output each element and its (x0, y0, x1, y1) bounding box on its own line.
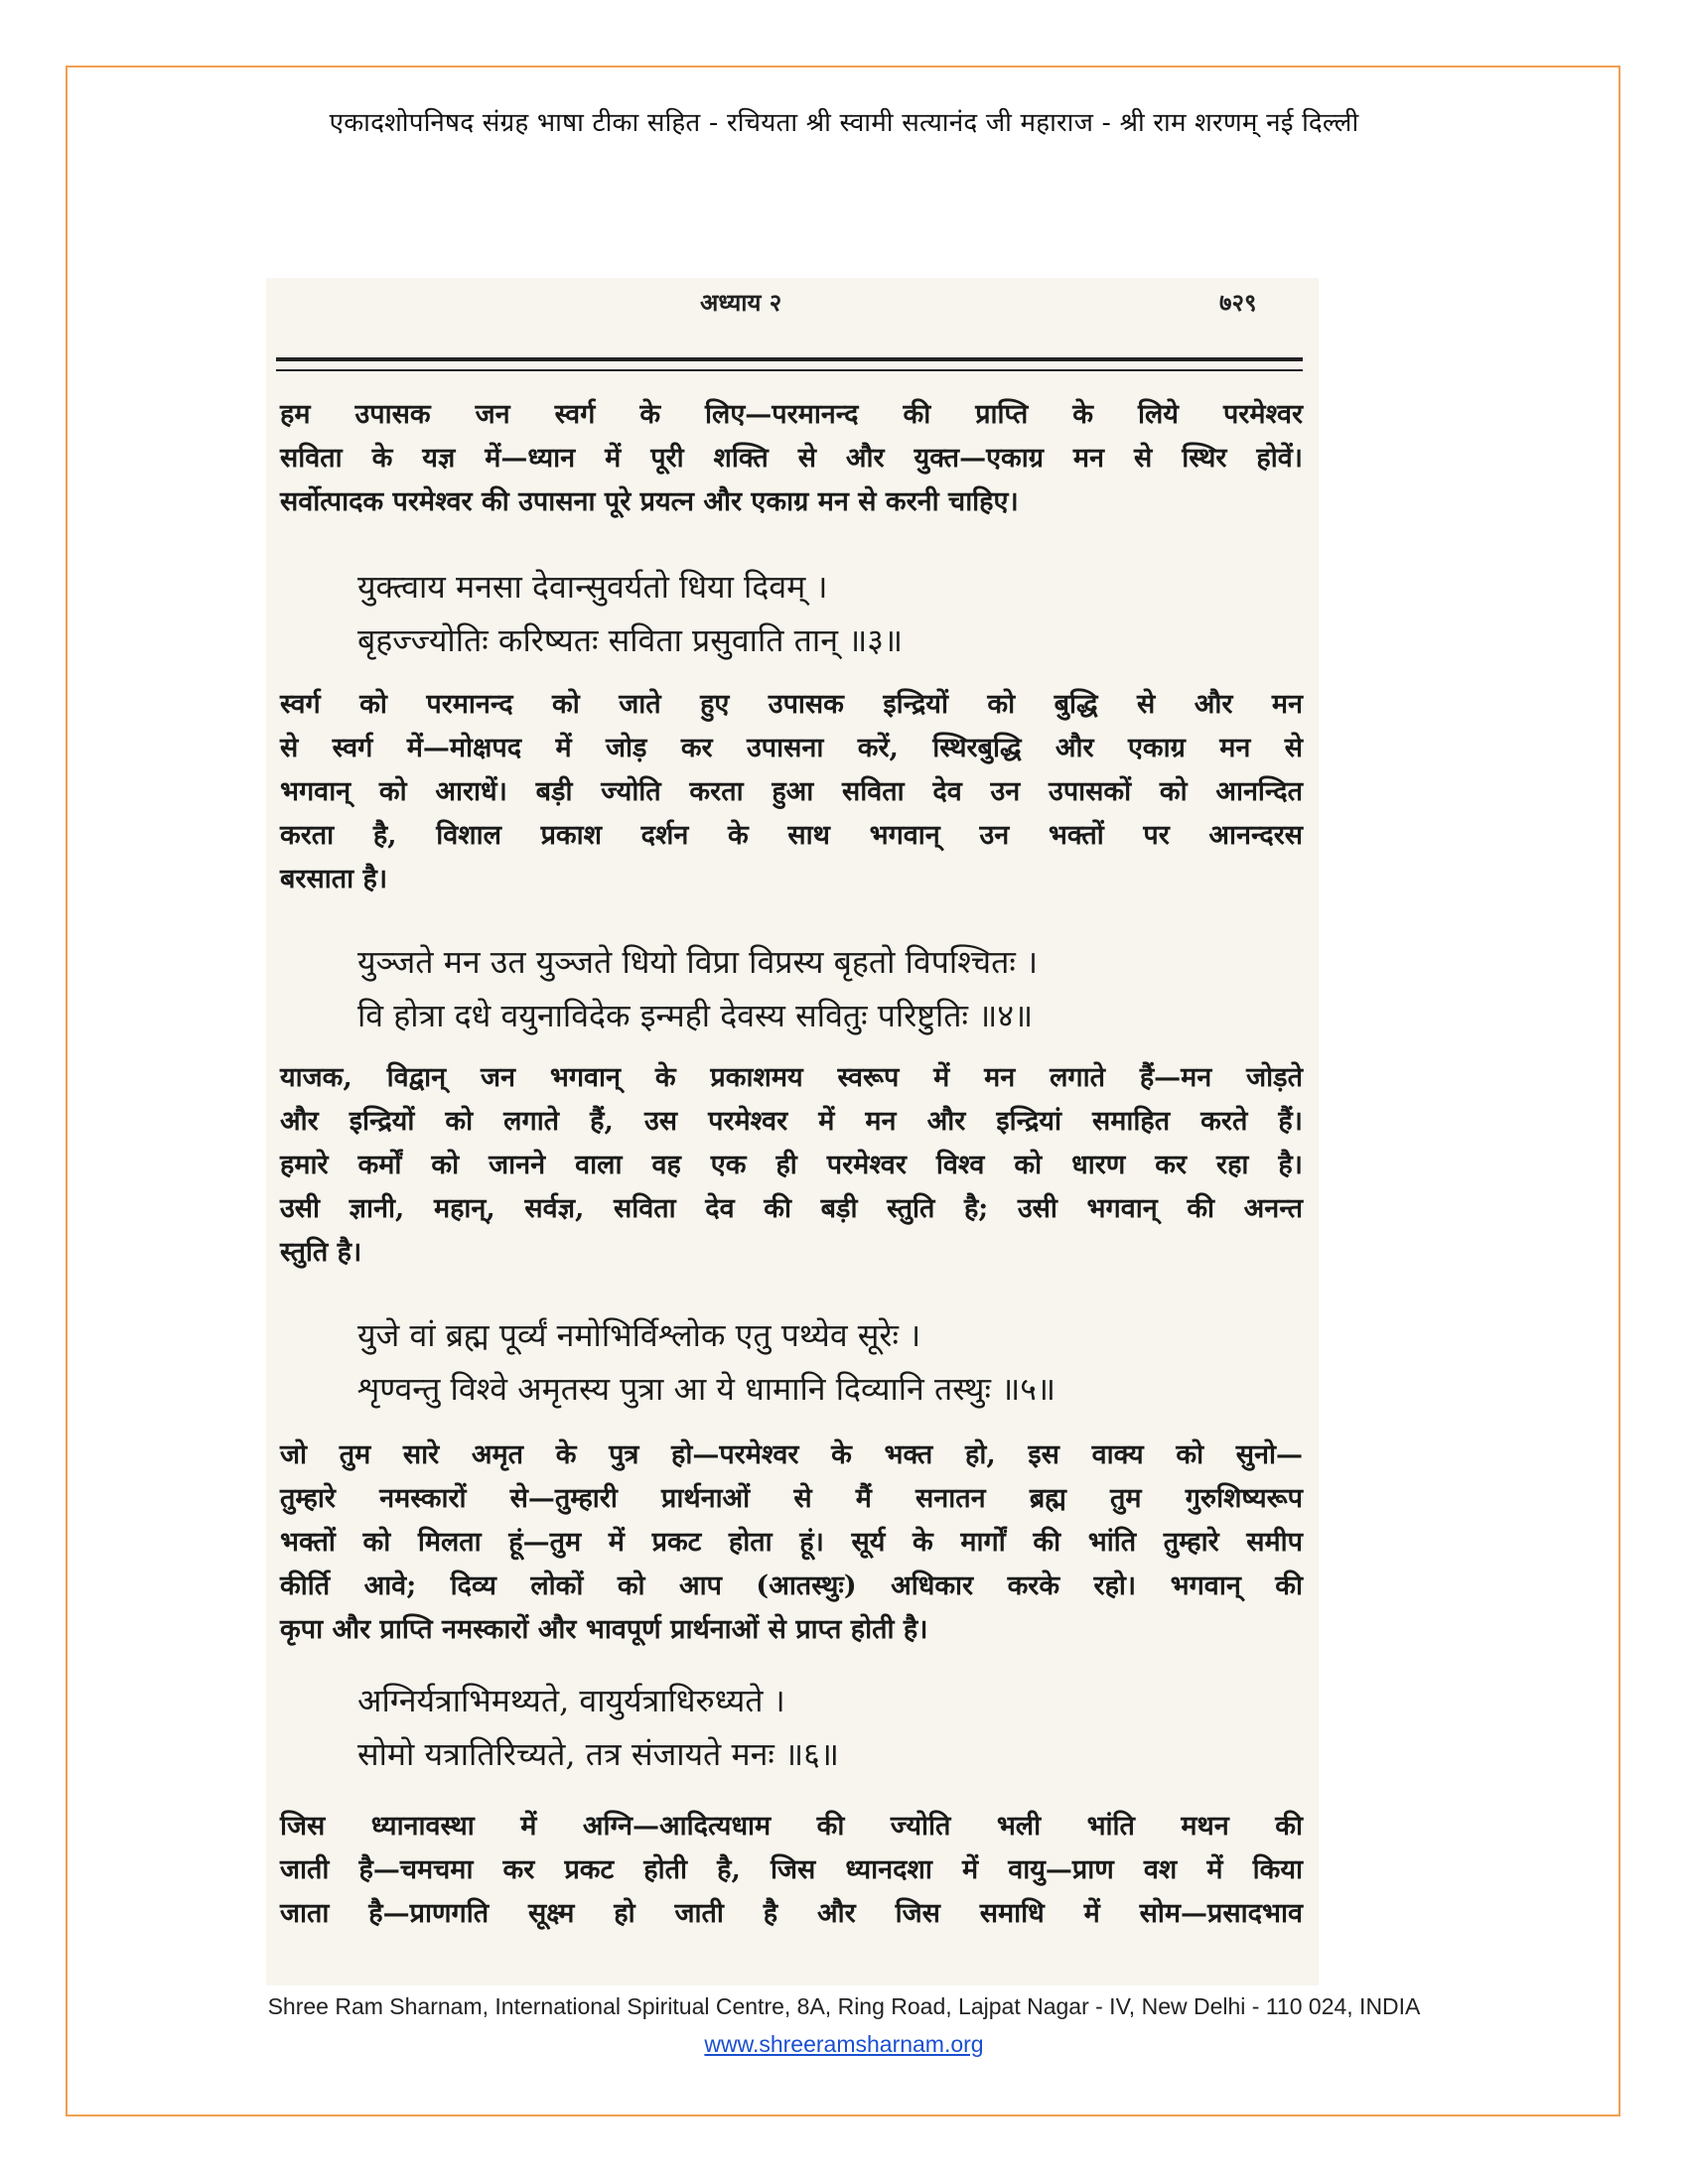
verse-3 (357, 560, 1301, 667)
text-line: जो तुम सारे अमृत के पुत्र हो—परमेश्वर के भक्त हो, इस वाक्य को सुनो— (280, 1439, 1303, 1470)
verse-line: युजे वां ब्रह्म पूर्व्यं नमोभिर्विश्लोक एतु पथ्येव सूरेः । (357, 1316, 921, 1354)
text-line: तुम्हारे नमस्कारों से—तुम्हारी प्रार्थनाओं से मैं सनातन ब्रह्म तुम गुरुशिष्यरूप (280, 1483, 1303, 1514)
text-line: हमारे कर्मों को जानने वाला वह एक ही परमेश्वर विश्व को धारण कर रहा है। (280, 1150, 1303, 1180)
text-line: से स्वर्ग में—मोक्षपद में जोड़ कर उपासना करें, स्थिरबुद्धि और एकाग्र मन से (280, 733, 1303, 763)
commentary-paragraph-3 (280, 1056, 1303, 1275)
text-line: स्तुति है। (280, 1237, 362, 1268)
website-link[interactable]: www.shreeramsharnam.org (704, 2031, 984, 2057)
text-line: कृपा और प्राप्ति नमस्कारों और भावपूर्ण प्रार्थनाओं से प्राप्त होती है। (280, 1614, 928, 1645)
text-line: स्वर्ग को परमानन्द को जाते हुए उपासक इन्द्रियों को बुद्धि से और मन (280, 689, 1303, 720)
text-line: जाती है—चमचमा कर प्रकट होती है, जिस ध्यानदशा में वायु—प्राण वश में किया (280, 1854, 1303, 1885)
verse-line: सोमो यत्रातिरिच्यते, तत्र संजायते मनः ॥६॥ (357, 1735, 839, 1773)
verse-line: वि होत्रा दधे वयुनाविदेक इन्मही देवस्य सवितुः परिष्टुतिः ॥४॥ (357, 997, 1034, 1034)
text-line: भक्तों को मिलता हूं—तुम में प्रकट होता हूं। सूर्य के मार्गों की भांति तुम्हारे समीप (280, 1527, 1303, 1558)
commentary-paragraph-2 (280, 683, 1303, 901)
header-rule-thick (276, 357, 1303, 361)
text-line: सर्वोत्पादक परमेश्वर की उपासना पूरे प्रयत्न और एकाग्र मन से करनी चाहिए। (280, 486, 1019, 517)
page-number: ७२९ (1219, 289, 1257, 317)
text-line: सविता के यज्ञ में—ध्यान में पूरी शक्ति से और युक्त—एकाग्र मन से स्थिर होवें। (280, 443, 1303, 474)
text-line: जाता है—प्राणगति सूक्ष्म हो जाती है और जिस समाधि में सोम—प्रसादभाव (280, 1898, 1303, 1929)
verse-line: युञ्जते मन उत युञ्जते धियो विप्रा विप्रस्य बृहतो विपश्चितः । (357, 943, 1039, 981)
verse-line: अग्निर्यत्राभिमथ्यते, वायुर्यत्राधिरुध्यते । (357, 1682, 785, 1719)
document-header: एकादशोपनिषद संग्रह भाषा टीका सहित - रचियता श्री स्वामी सत्यानंद जी महाराज - श्री राम शरणम् नई दिल्ली (329, 108, 1359, 138)
commentary-paragraph-1 (280, 393, 1303, 524)
commentary-paragraph-4 (280, 1433, 1303, 1652)
verse-line: युक्त्वाय मनसा देवान्सुवर्यतो धिया दिवम् । (357, 568, 828, 606)
text-line: कीर्ति आवे; दिव्य लोकों को आप (आतस्थुः) अधिकार करके रहो। भगवान् की (280, 1570, 1303, 1601)
commentary-paragraph-5 (280, 1805, 1303, 1936)
text-line: याजक, विद्वान् जन भगवान् के प्रकाशमय स्वरूप में मन लगाते हैं—मन जोड़ते (280, 1062, 1303, 1093)
text-line: जिस ध्यानावस्था में अग्नि—आदित्यधाम की ज्योति भली भांति मथन की (280, 1811, 1303, 1842)
text-line: भगवान् को आराधें। बड़ी ज्योति करता हुआ सविता देव उन उपासकों को आनन्दित (280, 776, 1303, 807)
verse-4 (357, 935, 1301, 1042)
verse-line: बृहज्ज्योतिः करिष्यतः सविता प्रसुवाति तान् ॥३॥ (357, 621, 904, 659)
text-line: उसी ज्ञानी, महान्, सर्वज्ञ, सविता देव की बड़ी स्तुति है; उसी भगवान् की अनन्त (280, 1193, 1303, 1224)
text-line: हम उपासक जन स्वर्ग के लिए—परमानन्द की प्राप्ति के लिये परमेश्वर (280, 399, 1303, 430)
header-rule-thin (276, 369, 1303, 371)
verse-5 (357, 1308, 1301, 1416)
verse-line: शृण्वन्तु विश्वे अमृतस्य पुत्रा आ ये धामानि दिव्यानि तस्थुः ॥५॥ (357, 1370, 1056, 1408)
verse-6 (357, 1674, 1301, 1781)
text-line: और इन्द्रियों को लगाते हैं, उस परमेश्वर में मन और इन्द्रियां समाहित करते हैं। (280, 1106, 1303, 1137)
text-line: बरसाता है। (280, 864, 388, 894)
footer-address: Shree Ram Sharnam, International Spiritual Centre, 8A, Ring Road, Lajpat Nagar - IV, New Delhi - 110 024, INDIA (267, 1993, 1421, 2019)
text-line: करता है, विशाल प्रकाश दर्शन के साथ भगवान् उन भक्तों पर आनन्दरस (280, 820, 1303, 851)
chapter-heading: अध्याय २ (700, 289, 782, 317)
